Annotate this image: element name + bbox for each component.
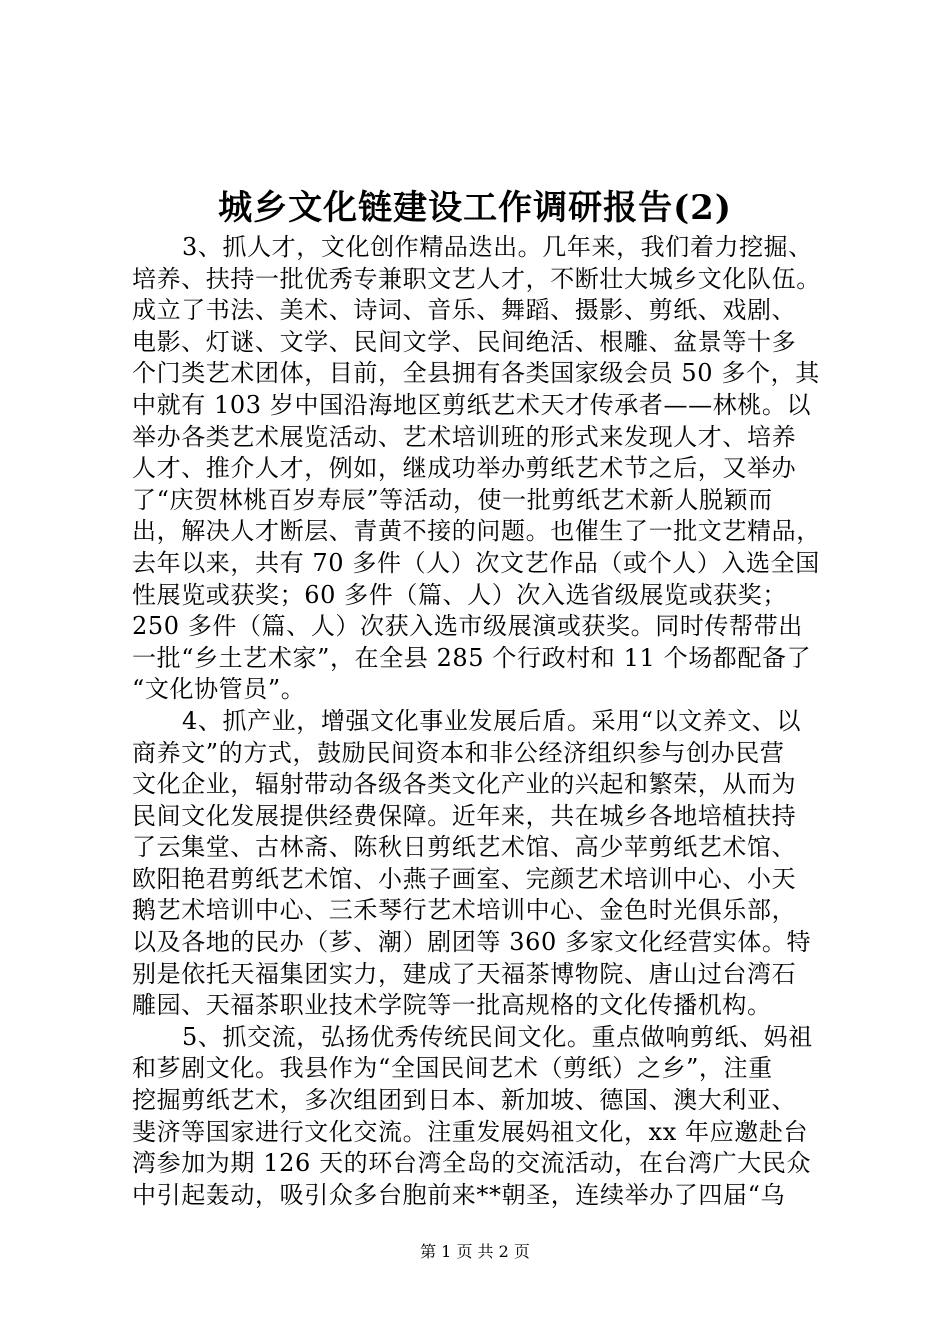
paragraph-line: 和芗剧文化。我县作为“全国民间艺术（剪纸）之乡”，注重 bbox=[132, 1054, 773, 1083]
paragraph-line: 成立了书法、美术、诗词、音乐、舞蹈、摄影、剪纸、戏剧、 bbox=[132, 296, 797, 325]
paragraph-line: 中就有 103 岁中国沿海地区剪纸艺术天才传承者——林桃。以 bbox=[132, 390, 812, 419]
paragraph-line: 了云集堂、古林斋、陈秋日剪纸艺术馆、高少苹剪纸艺术馆、 bbox=[132, 833, 797, 862]
paragraph-line: 电影、灯谜、文学、民间文学、民间绝活、根雕、盆景等十多 bbox=[132, 327, 797, 356]
paragraph-line: 去年以来，共有 70 多件（人）次文艺作品（或个人）入选全国 bbox=[132, 548, 820, 577]
paragraph-line: 个门类艺术团体，目前，全县拥有各类国家级会员 50 多个，其 bbox=[132, 359, 820, 388]
paragraph-line: 性展览或获奖；60 多件（篇、人）次入选省级展览或获奖； bbox=[132, 580, 787, 609]
paragraph-line: 挖掘剪纸艺术，多次组团到日本、新加坡、德国、澳大利亚、 bbox=[132, 1086, 797, 1115]
paragraph-line: 5、抓交流，弘扬优秀传统民间文化。重点做响剪纸、妈祖 bbox=[182, 1022, 813, 1051]
paragraph-line: 斐济等国家进行文化交流。注重发展妈祖文化，xx 年应邀赴台 bbox=[132, 1117, 809, 1146]
paragraph-line: 以及各地的民办（芗、潮）剧团等 360 多家文化经营实体。特 bbox=[132, 928, 812, 957]
paragraph-line: 民间文化发展提供经费保障。近年来，共在城乡各地培植扶持 bbox=[132, 801, 797, 830]
paragraph-line: 举办各类艺术展览活动、艺术培训班的形式来发现人才、培养 bbox=[132, 422, 797, 451]
page-footer: 第 1 页 共 2 页 bbox=[420, 1242, 530, 1261]
paragraph-line: 3、抓人才，文化创作精品迭出。几年来，我们着力挖掘、 bbox=[182, 233, 813, 261]
document-title: 城乡文化链建设工作调研报告(2) bbox=[218, 188, 732, 228]
paragraph-line: 中引起轰动，吸引众多台胞前来**朝圣，连续举办了四届“乌 bbox=[132, 1180, 786, 1209]
paragraph-line: 250 多件（篇、人）次获入选市级展演或获奖。同时传帮带出 bbox=[132, 612, 803, 641]
paragraph-line: 一批“乡土艺术家”，在全县 285 个行政村和 11 个场都配备了 bbox=[132, 643, 812, 672]
paragraph-line: 培养、扶持一批优秀专兼职文艺人才，不断壮大城乡文化队伍。 bbox=[132, 264, 821, 293]
paragraph-line: 人才、推介人才，例如，继成功举办剪纸艺术节之后，又举办 bbox=[132, 454, 797, 483]
paragraph-line: “文化协管员”。 bbox=[132, 675, 306, 704]
paragraph-line: 鹅艺术培训中心、三禾琴行艺术培训中心、金色时光俱乐部， bbox=[132, 896, 797, 925]
paragraph-line: 欧阳艳君剪纸艺术馆、小燕子画室、完颜艺术培训中心、小天 bbox=[132, 864, 797, 893]
paragraph-line: 商养文”的方式，鼓励民间资本和非公经济组织参与创办民营 bbox=[132, 738, 785, 767]
paragraph-line: 4、抓产业，增强文化事业发展后盾。采用“以文养文、以 bbox=[182, 706, 802, 735]
document-body bbox=[132, 232, 832, 1211]
paragraph-line: 出，解决人才断层、青黄不接的问题。也催生了一批文艺精品， bbox=[132, 517, 821, 546]
paragraph-line: 了“庆贺林桃百岁寿辰”等活动，使一批剪纸艺术新人脱颖而 bbox=[132, 485, 773, 514]
paragraph-line: 文化企业，辐射带动各级各类文化产业的兴起和繁荣，从而为 bbox=[132, 770, 797, 799]
paragraph-line: 别是依托天福集团实力，建成了天福茶博物院、唐山过台湾石 bbox=[132, 959, 797, 988]
paragraph-line: 湾参加为期 126 天的环台湾全岛的交流活动，在台湾广大民众 bbox=[132, 1149, 812, 1178]
paragraph-line: 雕园、天福茶职业技术学院等一批高规格的文化传播机构。 bbox=[132, 991, 772, 1020]
